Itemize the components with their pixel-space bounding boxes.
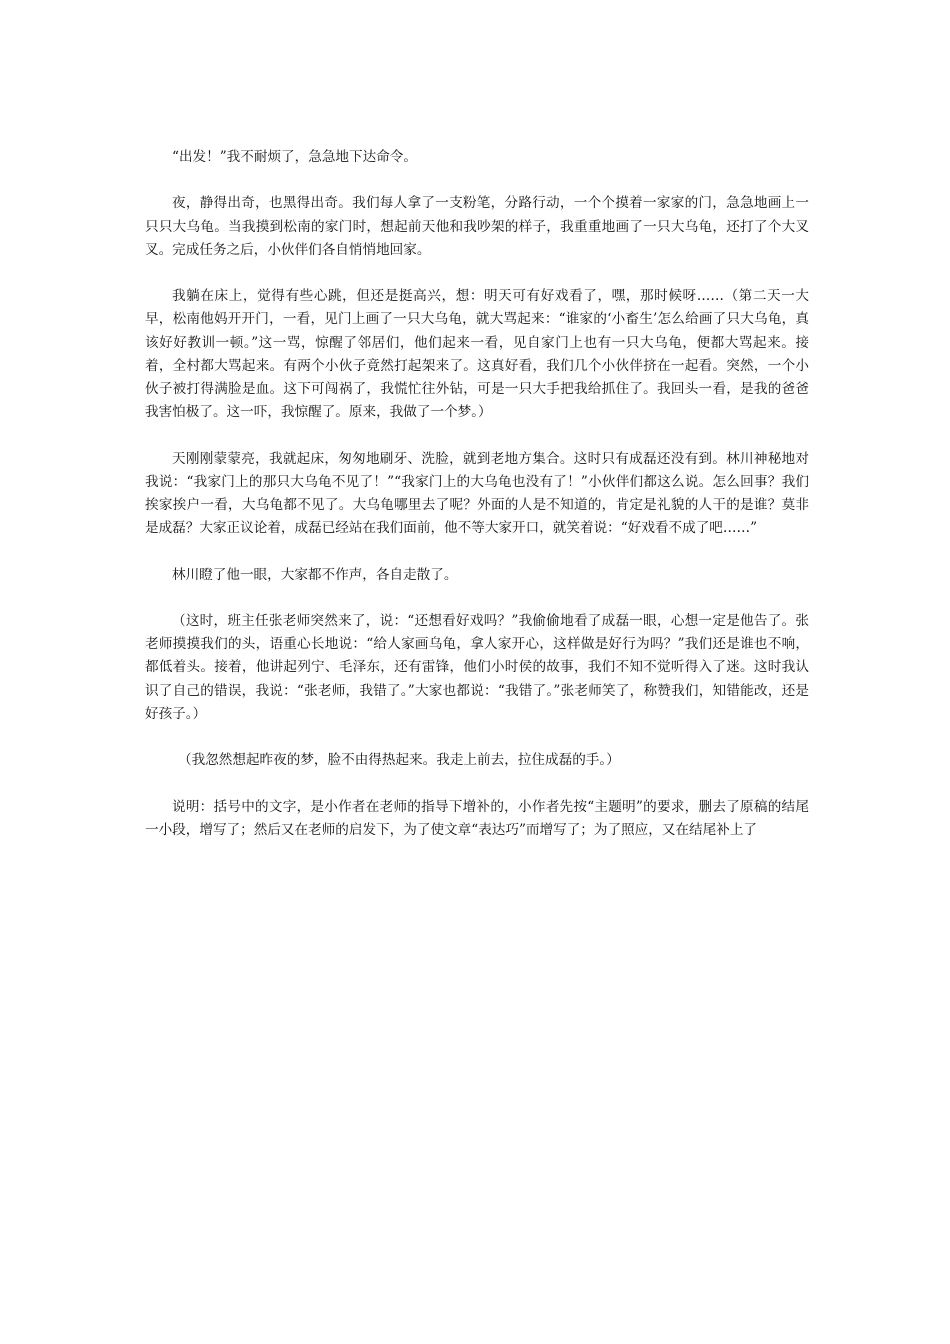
paragraph-2: 夜，静得出奇，也黑得出奇。我们每人拿了一支粉笔，分路行动，一个个摸着一家家的门，急急地画上一只只大乌龟。当我摸到松南的家门时，想起前天他和我吵架的样子，我重重地画了一只大乌龟，还打了个大叉叉。完成任务之后，小伙伴们各自悄悄地回家。 [145,195,809,258]
paragraph-5: 林川瞪了他一眼，大家都不作声，各自走散了。 [172,566,458,583]
paragraph-4: 天刚刚蒙蒙亮，我就起床，匆匆地刷牙、洗脸，就到老地方集合。这时只有成磊还没有到。林川神秘地对我说：“我家门上的那只大乌龟不见了！”“我家门上的大乌龟也没有了！”小伙伴们都这么说。怎么回事？我们挨家挨户一看，大乌龟都不见了。大乌龟哪里去了呢？外面的人是不知道的，肯定是礼貌的人干的是谁？莫非是成磊？大家正议论着，成磊已经站在我们面前，他不等大家开口，就笑着说：“好戏看不成了吧……” [145,450,809,537]
paragraph-7: （我忽然想起昨夜的梦，脸不由得热起来。我走上前去，拉住成磊的手。） [178,752,620,769]
paragraph-1: “出发！”我不耐烦了，急急地下达命令。 [172,149,417,165]
document-page [145,146,823,865]
paragraph-3: 我躺在床上，觉得有些心跳，但还是挺高兴，想：明天可有好戏看了，嘿，那时候呀……（第二天一大 早，松南他妈开开门，一看，见门上画了一只大乌龟，就大骂起来：“谁家的‘小畜生’怎么给画了只大乌龟，真该好好教训一顿。”这一骂，惊醒了邻居们，他们起来一看，见自家门上也有一只大乌龟，便都大骂起来。接着，全村都大骂起来。有两个小伙子竟然打起架来了。这真好看，我们几个小伙伴挤在一起看。突然，一个小伙子被打得满脸是血。这下可闯祸了，我慌忙往外钻，可是一只大手把我给抓住了。我回头一看，是我的爸爸我害怕极了。这一吓，我惊醒了。原来，我做了一个梦。） [145,288,823,421]
paragraph-6: （这时，班主任张老师突然来了，说：“还想看好戏吗？”我偷偷地看了成磊一眼，心想一定是他告了。张老师摸摸我们的头，语重心长地说：“给人家画乌龟，拿人家开心，这样做是好行为吗？”我们还是谁也不响，都低着头。接着，他讲起列宁、毛泽东，还有雷锋，他们小时侯的故事，我们不知不觉听得入了迷。这时我认识了自己的错误，我说：“张老师，我错了。”大家也都说：“我错了。”张老师笑了，称赞我们，知错能改，还是好孩子。） [145,612,809,722]
paragraph-note: 说明：括号中的文字，是小作者在老师的指导下增补的，小作者先按“主题明”的要求，删去了原稿的结尾一小段，增写了；然后又在老师的启发下，为了使文章“表达巧”而增写了；为了照应，又在结尾补上了 [145,798,809,838]
